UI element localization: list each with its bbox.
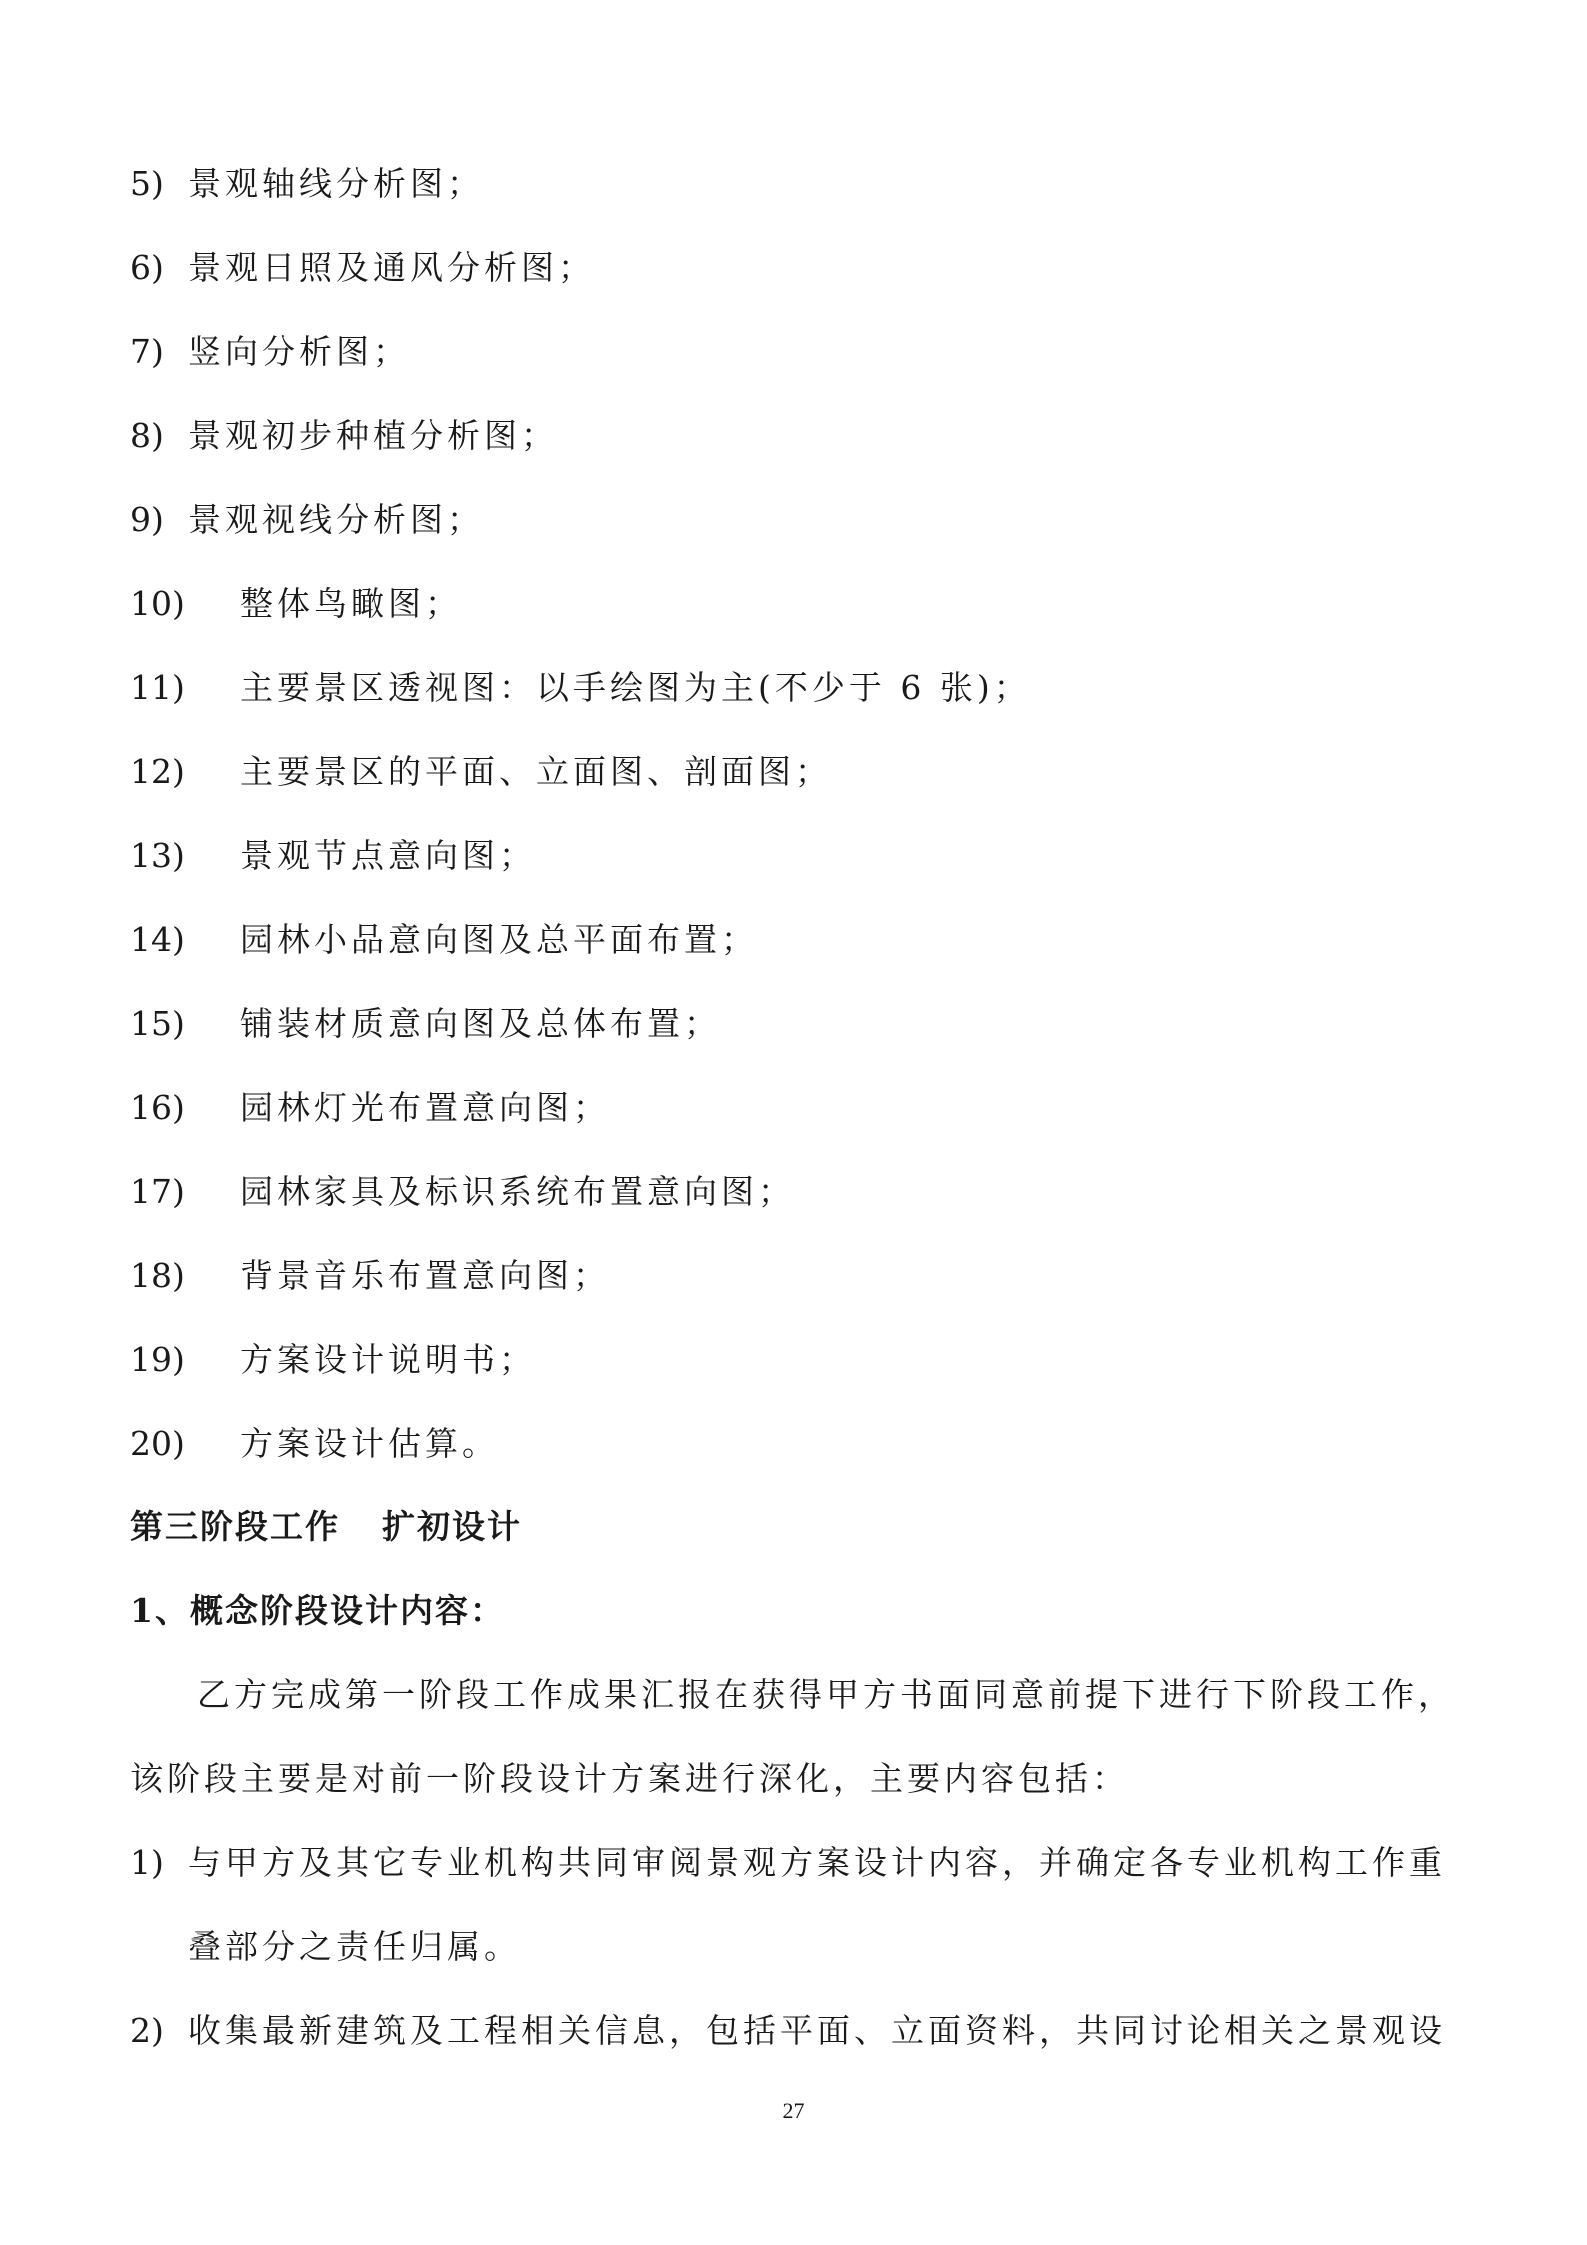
list-item xyxy=(130,1424,499,1464)
list-item xyxy=(130,1340,536,1380)
list-item-number: 13) xyxy=(130,836,185,875)
list-item xyxy=(130,416,558,456)
section-subtitle: 1、概念阶段设计内容： xyxy=(130,1591,505,1630)
list-item xyxy=(130,248,595,288)
paragraph-line: 该阶段主要是对前一阶段设计方案进行深化，主要内容包括： xyxy=(130,1759,1129,1798)
list-item-number: 8) xyxy=(130,416,164,455)
list-item xyxy=(130,164,484,204)
list-item-text: 园林小品意向图及总平面布置； xyxy=(240,920,758,959)
list-item-number: 1) xyxy=(130,1843,164,1882)
paragraph-line: 乙方完成第一阶段工作成果汇报在获得甲方书面同意前提下进行下阶段工作， xyxy=(197,1675,1455,1714)
page-number: 27 xyxy=(782,2098,805,2123)
list-item-continuation: 叠部分之责任归属。 xyxy=(188,1927,521,1966)
list-item xyxy=(130,584,462,624)
list-item xyxy=(130,1843,1446,1883)
list-item-text: 主要景区的平面、立面图、剖面图； xyxy=(240,752,832,791)
list-item-text: 景观初步种植分析图； xyxy=(188,416,558,455)
list-item-text: 方案设计说明书； xyxy=(240,1340,536,1379)
list-item-number: 10) xyxy=(130,584,185,623)
list-item xyxy=(130,1004,721,1044)
list-item-number: 9) xyxy=(130,500,164,539)
list-item-number: 15) xyxy=(130,1004,185,1043)
section-title-part1: 第三阶段工作 xyxy=(130,1507,340,1546)
list-item-number: 14) xyxy=(130,920,185,959)
list-item xyxy=(130,2011,1446,2051)
list-item-text: 背景音乐布置意向图； xyxy=(240,1256,610,1295)
list-item xyxy=(130,1088,610,1128)
list-item-number: 16) xyxy=(130,1088,185,1127)
list-item-text: 方案设计估算。 xyxy=(240,1424,499,1463)
list-item-text: 收集最新建筑及工程相关信息，包括平面、立面资料，共同讨论相关之景观设 xyxy=(188,2011,1446,2050)
list-item-text: 竖向分析图； xyxy=(188,332,410,371)
list-item xyxy=(130,500,484,540)
list-item-number: 11) xyxy=(130,668,185,707)
list-item-number: 12) xyxy=(130,752,185,791)
list-item-number: 2) xyxy=(130,2011,164,2050)
list-item xyxy=(130,836,536,876)
list-item xyxy=(130,920,758,960)
list-item-number: 17) xyxy=(130,1172,185,1211)
list-item-number: 7) xyxy=(130,332,164,371)
list-item-text: 园林灯光布置意向图； xyxy=(240,1088,610,1127)
list-item-number: 5) xyxy=(130,164,164,203)
list-item-text: 整体鸟瞰图； xyxy=(240,584,462,623)
list-item xyxy=(130,752,832,792)
list-item-text: 主要景区透视图：以手绘图为主(不少于 6 张)； xyxy=(240,668,1031,707)
list-item xyxy=(130,332,410,372)
list-item-text: 园林家具及标识系统布置意向图； xyxy=(240,1172,795,1211)
list-item xyxy=(130,1256,610,1296)
list-item-text: 铺装材质意向图及总体布置； xyxy=(240,1004,721,1043)
list-item-number: 20) xyxy=(130,1424,185,1463)
list-item-text: 景观轴线分析图； xyxy=(188,164,484,203)
list-item xyxy=(130,668,1031,708)
list-item-text: 景观节点意向图； xyxy=(240,836,536,875)
list-item-number: 19) xyxy=(130,1340,185,1379)
section-title-part2: 扩初设计 xyxy=(382,1507,522,1546)
list-item-text: 与甲方及其它专业机构共同审阅景观方案设计内容，并确定各专业机构工作重 xyxy=(188,1843,1446,1882)
section-heading xyxy=(130,1507,522,1547)
list-item xyxy=(130,1172,795,1212)
list-item-number: 18) xyxy=(130,1256,185,1295)
list-item-text: 景观视线分析图； xyxy=(188,500,484,539)
list-item-text: 景观日照及通风分析图； xyxy=(188,248,595,287)
list-item-number: 6) xyxy=(130,248,164,287)
